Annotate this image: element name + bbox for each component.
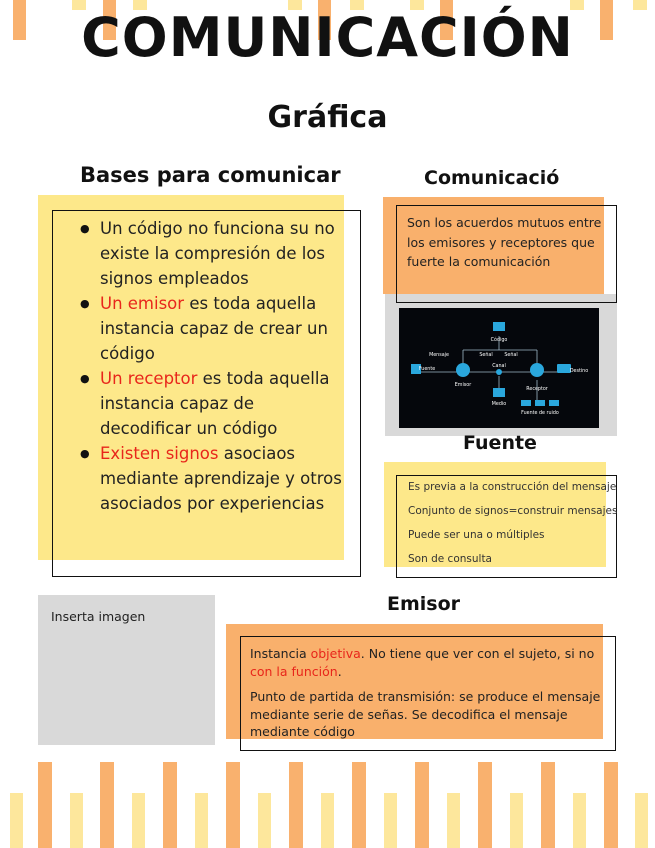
- emisor-text-run: . No tiene que ver con el sujeto, si no: [360, 646, 595, 661]
- fuente-heading: Fuente: [463, 432, 537, 454]
- diagram-labels: [419, 336, 588, 416]
- stripe: [384, 793, 397, 848]
- bases-item-highlight: Existen signos: [100, 444, 219, 463]
- label-codigo: Código: [490, 338, 508, 343]
- stripe: [70, 793, 83, 848]
- stripe: [226, 762, 240, 848]
- label-canal: Canal: [492, 364, 506, 369]
- stripe: [100, 762, 114, 848]
- bases-heading: Bases para comunicar: [80, 163, 341, 187]
- emisor-highlight: con la función: [250, 663, 338, 679]
- label-emisor: Emisor: [454, 383, 472, 388]
- communication-diagram: [399, 308, 599, 428]
- label-receptor: Receptor: [526, 387, 548, 392]
- bases-list: [80, 216, 350, 516]
- label-medio: Medio: [491, 402, 507, 407]
- emisor-text-run: Instancia: [250, 646, 311, 661]
- label-fuente: Fuente: [418, 367, 436, 372]
- emisor-heading: Emisor: [387, 593, 461, 615]
- comunicacion-heading: Comunicació: [424, 167, 560, 189]
- stripe: [132, 793, 145, 848]
- bases-item-text: es toda aquella instancia capaz de decodificar un código: [100, 369, 330, 438]
- label-senal-1: Señal: [479, 353, 493, 358]
- page-subtitle: Gráfica: [267, 100, 388, 135]
- noise-icon: [535, 400, 545, 406]
- comunicacion-text: Son los acuerdos mutuos entre los emisores y receptores que fuerte la comunicación: [407, 215, 602, 269]
- stripe: [478, 762, 492, 848]
- image-placeholder-label: Inserta imagen: [51, 609, 146, 624]
- stripe: [447, 793, 460, 848]
- stripe: [352, 762, 366, 848]
- label-senal-2: Señal: [504, 353, 518, 358]
- receiver-head-icon: [530, 363, 544, 377]
- list-item: Es previa a la construcción del mensaje: [408, 481, 617, 493]
- emisor-text-run: .: [337, 663, 342, 679]
- fuente-list: [408, 480, 618, 576]
- bases-item-text: Un código no funciona su no existe la compresión de los signos empleados: [100, 219, 335, 288]
- noise-icon: [549, 400, 559, 406]
- stripe: [604, 762, 618, 848]
- monitor-icon: [493, 388, 505, 397]
- stripe: [163, 762, 177, 848]
- stripe: [195, 793, 208, 848]
- bases-item-text: es toda aquella instancia capaz de crear un código: [100, 294, 328, 363]
- emisor-highlight: objetiva: [310, 646, 361, 661]
- list-item: [80, 366, 350, 441]
- list-item: Puede ser una o múltiples: [408, 529, 545, 541]
- stripe: [38, 762, 52, 848]
- diagram-svg: [399, 308, 599, 428]
- list-item: [80, 291, 350, 366]
- list-item: Conjunto de signos=construir mensajes: [408, 505, 618, 517]
- emisor-text: [250, 645, 610, 749]
- stripe: [321, 793, 334, 848]
- stripe: [415, 762, 429, 848]
- stripe: [258, 793, 271, 848]
- list-item: [80, 216, 350, 291]
- emisor-paragraph-2: Punto de partida de transmisión: se produce el mensaje mediante serie de señas. Se decodifica el mensaje mediante código: [250, 689, 601, 739]
- label-ruido: Fuente de ruido: [521, 411, 559, 416]
- emisor-paragraph-1: [250, 645, 610, 680]
- stripe: [510, 793, 523, 848]
- emitter-head-icon: [456, 363, 470, 377]
- stripe: [10, 793, 23, 848]
- stripe: [541, 762, 555, 848]
- bases-item-highlight: Un receptor: [100, 369, 198, 388]
- label-destino: Destino: [569, 369, 589, 374]
- book-icon: [493, 322, 505, 331]
- stripe: [289, 762, 303, 848]
- list-item: Son de consulta: [408, 553, 492, 565]
- page-title: COMUNICACIÓN: [81, 6, 574, 69]
- stripe: [635, 793, 648, 848]
- noise-icon: [521, 400, 531, 406]
- stripe: [573, 793, 586, 848]
- list-item: [80, 441, 350, 516]
- bases-item-highlight: Un emisor: [100, 294, 185, 313]
- channel-icon: [496, 369, 502, 375]
- label-mensaje: Mensaje: [429, 353, 449, 358]
- bases-item-text: asociaos mediante aprendizaje y otros asociados por experiencias: [100, 444, 342, 513]
